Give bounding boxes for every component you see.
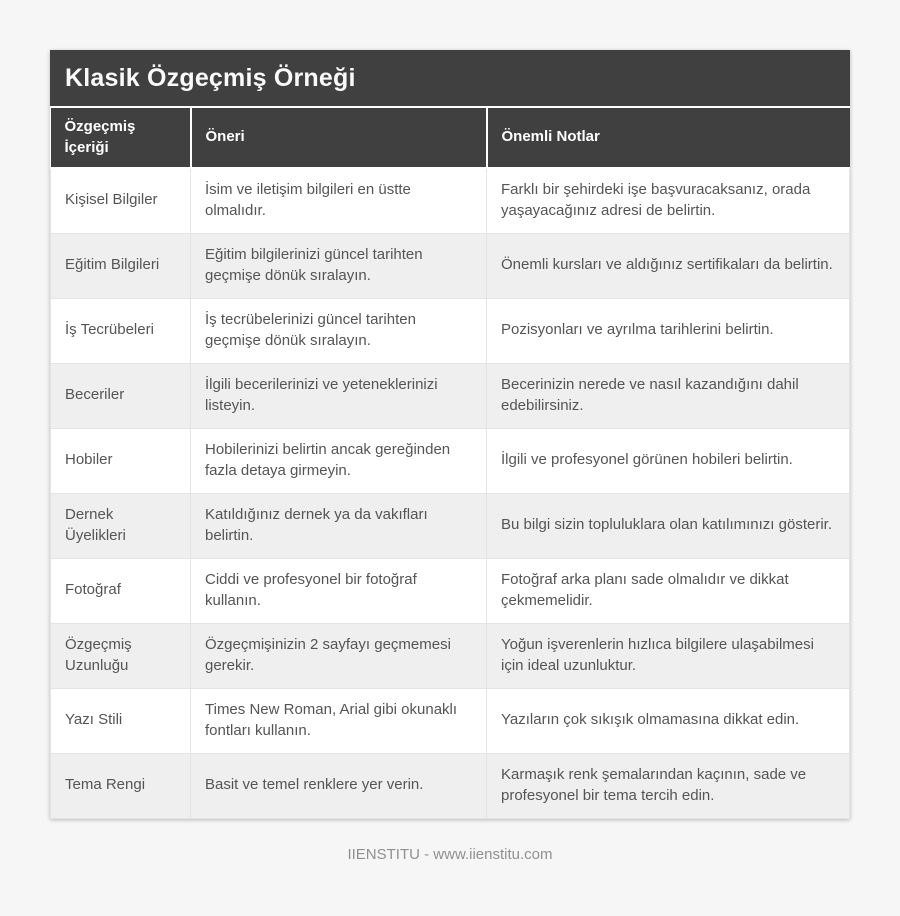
column-header-notes: Önemli Notlar (487, 108, 850, 168)
cell-note: Yazıların çok sıkışık olmamasına dikkat edin. (487, 688, 850, 753)
cell-content-label: Yazı Stili (51, 688, 191, 753)
cell-content-label: Kişisel Bilgiler (51, 168, 191, 233)
footer-credit: IIENSTITU - www.iienstitu.com (347, 846, 553, 863)
cell-content-label: Dernek Üyelikleri (51, 493, 191, 558)
column-header-suggestion: Öneri (191, 108, 487, 168)
cell-content-label: Beceriler (51, 363, 191, 428)
table-row (51, 623, 850, 688)
cell-content-label: Fotoğraf (51, 558, 191, 623)
column-header-content: Özgeçmiş İçeriği (51, 108, 191, 168)
cell-suggestion: Hobilerinizi belirtin ancak gereğinden fazla detaya girmeyin. (191, 428, 487, 493)
table-row (51, 558, 850, 623)
cell-suggestion: Özgeçmişinizin 2 sayfayı geçmemesi gerekir. (191, 623, 487, 688)
page-title: Klasik Özgeçmiş Örneği (50, 50, 850, 108)
table-row (51, 428, 850, 493)
cell-note: Becerinizin nerede ve nasıl kazandığını dahil edebilirsiniz. (487, 363, 850, 428)
cell-suggestion: Katıldığınız dernek ya da vakıfları belirtin. (191, 493, 487, 558)
cell-suggestion: İş tecrübelerinizi güncel tarihten geçmişe dönük sıralayın. (191, 298, 487, 363)
cell-content-label: Özgeçmiş Uzunluğu (51, 623, 191, 688)
cell-note: İlgili ve profesyonel görünen hobileri belirtin. (487, 428, 850, 493)
cell-suggestion: İsim ve iletişim bilgileri en üstte olmalıdır. (191, 168, 487, 233)
cell-suggestion: Eğitim bilgilerinizi güncel tarihten geçmişe dönük sıralayın. (191, 233, 487, 298)
cell-content-label: Hobiler (51, 428, 191, 493)
cell-suggestion: Ciddi ve profesyonel bir fotoğraf kullanın. (191, 558, 487, 623)
cell-note: Önemli kursları ve aldığınız sertifikaları da belirtin. (487, 233, 850, 298)
cell-note: Fotoğraf arka planı sade olmalıdır ve dikkat çekmemelidir. (487, 558, 850, 623)
cell-note: Karmaşık renk şemalarından kaçının, sade ve profesyonel bir tema tercih edin. (487, 753, 850, 818)
resume-info-table (50, 50, 850, 819)
table-row (51, 168, 850, 233)
cell-content-label: Eğitim Bilgileri (51, 233, 191, 298)
cell-note: Bu bilgi sizin topluluklara olan katılımınızı gösterir. (487, 493, 850, 558)
table-row (51, 363, 850, 428)
cell-note: Farklı bir şehirdeki işe başvuracaksanız, orada yaşayacağınız adresi de belirtin. (487, 168, 850, 233)
cell-suggestion: İlgili becerilerinizi ve yeteneklerinizi listeyin. (191, 363, 487, 428)
cell-suggestion: Times New Roman, Arial gibi okunaklı fontları kullanın. (191, 688, 487, 753)
table-row (51, 753, 850, 818)
cell-content-label: Tema Rengi (51, 753, 191, 818)
cell-suggestion: Basit ve temel renklere yer verin. (191, 753, 487, 818)
cell-note: Pozisyonları ve ayrılma tarihlerini belirtin. (487, 298, 850, 363)
resume-table (50, 108, 850, 819)
cell-content-label: İş Tecrübeleri (51, 298, 191, 363)
table-row (51, 688, 850, 753)
header-row (51, 108, 850, 168)
cell-note: Yoğun işverenlerin hızlıca bilgilere ulaşabilmesi için ideal uzunluktur. (487, 623, 850, 688)
table-row (51, 493, 850, 558)
table-row (51, 298, 850, 363)
table-row (51, 233, 850, 298)
